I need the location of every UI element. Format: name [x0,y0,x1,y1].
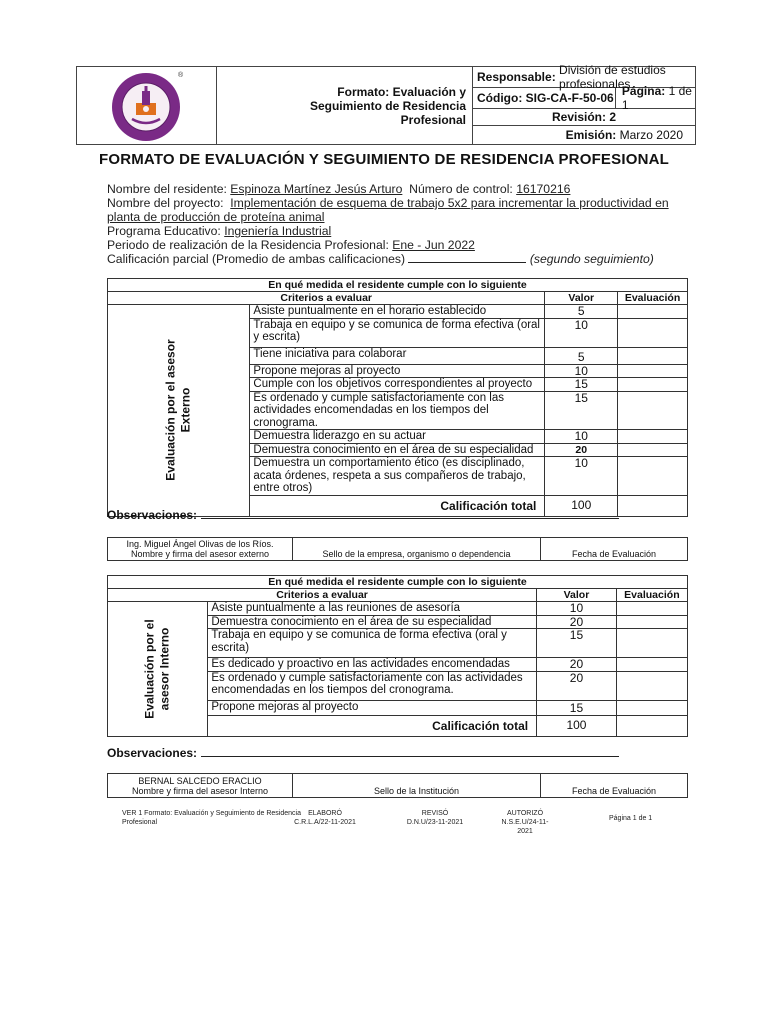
footer-page: Página 1 de 1 [609,815,653,822]
format-title [217,67,473,144]
total-value: 100 [537,715,617,736]
criteria-cell: Trabaja en equipo y se comunica de forma efectiva (oral y escrita) [250,318,545,347]
evaluation-input[interactable] [616,615,687,629]
proyecto-value-2: planta de producción de proteína animal [107,210,325,224]
fecha-cell[interactable] [541,538,687,560]
total-label: Calificación total [208,715,537,736]
control-value: 16170216 [516,182,571,196]
table-row [108,305,688,319]
criteria-cell: Demuestra conocimiento en el área de su especialidad [250,443,545,457]
elaboro-label: ELABORÓ [308,810,342,817]
table-heading-row [108,279,688,292]
autorizo-label: AUTORIZÓ [506,810,544,817]
periodo-label: Periodo de realización de la Residencia Profesional: [107,238,389,252]
document-header [76,63,696,145]
periodo-line [107,238,707,252]
criteria-cell: Es dedicado y proactivo en las actividades encomendadas [208,658,537,672]
footer-autorizo [494,809,556,836]
evaluation-input[interactable] [618,457,688,496]
column-value: Valor [545,292,618,305]
criteria-cell: Demuestra liderazgo en su actuar [250,430,545,444]
responsable-value: División de estudios profesionales [559,63,666,91]
side-label-line: Evaluación por el [142,619,157,719]
institucion-seal-label: Sello de la Institución [373,786,460,796]
criteria-cell: Propone mejoras al proyecto [208,700,537,715]
proyecto-line-2 [107,210,707,224]
value-cell: 10 [545,430,618,444]
asesor-externo-cell[interactable] [108,538,293,560]
table-header-row [108,292,688,305]
external-signature-row [107,537,688,561]
column-value: Valor [537,589,617,602]
value-cell: 10 [545,318,618,347]
footer-reviso [404,809,466,827]
table-heading: En qué medida el residente cumple con lo siguiente [108,576,688,589]
emision-value: Marzo 2020 [619,128,683,142]
column-evaluation: Evaluación [618,292,688,305]
asesor-interno-role: Nombre y firma del asesor Interno [131,786,269,796]
external-side-label [108,305,250,517]
column-evaluation: Evaluación [616,589,687,602]
evaluation-input[interactable] [618,305,688,319]
proyecto-label: Nombre del proyecto: [107,196,224,210]
fecha-cell[interactable] [541,774,687,797]
calificacion-line [107,252,707,266]
value-cell: 20 [537,615,617,629]
observaciones-external [107,508,619,522]
calificacion-label: Calificación parcial (Promedio de ambas calificaciones) [107,252,406,266]
pagina-value: 1 de 1 [621,84,692,112]
footer-version-line: VER 1 Formato: Evaluación y Seguimiento de Residencia [122,810,301,817]
evaluation-input[interactable] [618,347,688,364]
table-row [108,602,688,616]
programa-line [107,224,707,238]
evaluation-input[interactable] [618,378,688,392]
format-title-line: Profesional [400,112,466,127]
criteria-cell: Asiste puntualmente en el horario establecido [250,305,545,319]
reviso-value: D.N.U/23-11-2021 [406,819,464,826]
table-heading-row [108,576,688,589]
emision-row [473,126,695,144]
programa-label: Programa Educativo: [107,224,221,238]
total-value: 100 [545,495,618,516]
evaluation-input[interactable] [618,443,688,457]
fecha-label: Fecha de Evaluación [571,786,657,796]
registered-mark: ® [177,71,183,79]
page-title: FORMATO DE EVALUACIÓN Y SEGUIMIENTO DE RESIDENCIA PROFESIONAL [98,151,670,168]
emision-label: Emisión: [565,128,617,142]
evaluation-input[interactable] [618,318,688,347]
calificacion-blank[interactable] [408,252,526,263]
format-title-line: Seguimiento de Residencia [309,98,466,113]
codigo-row [473,84,695,112]
evaluation-input[interactable] [618,430,688,444]
evaluation-input[interactable] [616,629,687,658]
criteria-cell: Es ordenado y cumple satisfactoriamente con las actividades encomendadas en los tiempos del cronograma. [250,391,545,430]
criteria-cell: Trabaja en equipo y se comunica de forma efectiva (oral y escrita) [208,629,537,658]
periodo-value: Ene - Jun 2022 [392,238,475,252]
evaluation-input[interactable] [618,364,688,378]
responsable-label: Responsable: [477,70,556,84]
header-meta [473,63,695,144]
elaboro-value: C.R.L.A/22-11-2021 [294,819,356,826]
empresa-seal-cell[interactable] [293,538,541,560]
criteria-cell: Demuestra un comportamiento ético (es disciplinado, acata órdenes, respeta a sus compañeros de trabajo, entre otros) [250,457,545,496]
external-evaluation-table [107,278,688,517]
value-cell: 20 [537,671,617,700]
evaluation-input[interactable] [616,602,687,616]
value-cell: 10 [537,602,617,616]
value-cell: 15 [545,391,618,430]
column-criteria: Criterios a evaluar [108,292,545,305]
observaciones-label: Observaciones: [107,508,198,522]
reviso-label: REVISÓ [421,810,449,817]
proyecto-value: Implementación de esquema de trabajo 5x2 para incrementar la productividad en [230,196,669,210]
control-label: Número de control: [409,182,513,196]
empresa-seal-label: Sello de la empresa, organismo o dependencia [322,549,511,559]
value-cell: 10 [545,364,618,378]
internal-signature-row [107,773,688,798]
evaluation-input[interactable] [616,700,687,715]
internal-side-label [108,602,208,737]
observaciones-input[interactable] [201,509,619,519]
value-cell: 15 [545,378,618,392]
footer-version [122,809,301,827]
proyecto-line [107,196,707,210]
side-label-line: Externo [178,387,193,433]
pagina-label: Página: [621,84,666,98]
footer-elaboro [294,809,356,827]
codigo-label: Código: SIG-CA-F-50-06 [473,88,616,108]
criteria-cell: Demuestra conocimiento en el área de su especialidad [208,615,537,629]
value-cell: 20 [537,658,617,672]
asesor-externo-role: Nombre y firma del asesor externo [130,549,270,559]
evaluation-input[interactable] [616,671,687,700]
value-cell: 5 [545,305,618,319]
residente-line [107,182,707,196]
evaluation-input[interactable] [616,658,687,672]
criteria-cell: Propone mejoras al proyecto [250,364,545,378]
resident-info [107,182,707,266]
asesor-interno-name: BERNAL SALCEDO ERACLIO [138,776,262,786]
total-evaluation-input[interactable] [616,715,687,736]
fecha-label: Fecha de Evaluación [571,549,657,559]
total-evaluation-input[interactable] [618,495,688,516]
side-label-line: asesor Interno [157,627,172,711]
value-cell: 15 [537,700,617,715]
value-cell: 20 [545,443,618,457]
criteria-cell: Es ordenado y cumple satisfactoriamente con las actividades encomendadas en los tiempos del cronograma. [208,671,537,700]
asesor-interno-cell[interactable] [108,774,293,797]
criteria-cell: Cumple con los objetivos correspondientes al proyecto [250,378,545,392]
format-title-line: Formato: Evaluación y [337,84,466,99]
revision-row: Revisión: 2 [473,109,695,126]
total-label: Calificación total [250,495,545,516]
value-cell: 15 [537,629,617,658]
observaciones-label: Observaciones: [107,746,198,760]
institution-seal-icon [108,69,186,143]
institution-logo [77,67,217,144]
evaluation-input[interactable] [618,391,688,430]
footer-version-line: Profesional [122,819,158,826]
pagina-cell [616,84,695,112]
calificacion-note: (segundo seguimiento) [529,252,654,266]
table-header-row [108,589,688,602]
table-heading: En qué medida el residente cumple con lo siguiente [108,279,688,292]
value-cell: 10 [545,457,618,496]
observaciones-internal [107,746,619,760]
asesor-externo-name: Ing. Miguel Ángel Olivas de los Ríos. [126,539,274,549]
side-label-line: Evaluación por el asesor [163,339,178,481]
value-cell: 5 [545,347,618,364]
programa-value: Ingeniería Industrial [224,224,332,238]
observaciones-input[interactable] [201,747,619,757]
internal-evaluation-table [107,575,688,737]
residente-label: Nombre del residente: [107,182,227,196]
institucion-seal-cell[interactable] [293,774,541,797]
criteria-cell: Tiene iniciativa para colaborar [250,347,545,364]
criteria-cell: Asiste puntualmente a las reuniones de asesoría [208,602,537,616]
residente-value: Espinoza Martínez Jesús Arturo [230,182,403,196]
autorizo-value: N.S.E.U/24-11-2021 [501,819,549,835]
column-criteria: Criterios a evaluar [108,589,537,602]
